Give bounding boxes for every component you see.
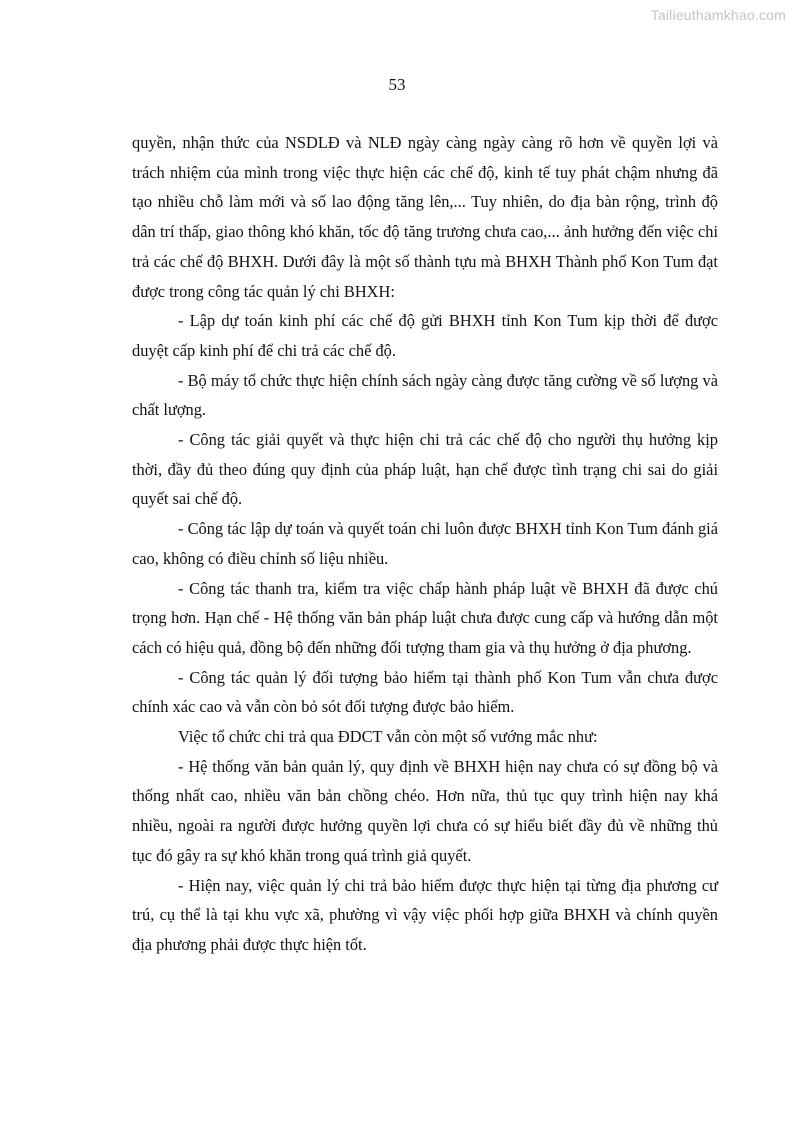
paragraph-obstacle-local-coordination: - Hiện nay, việc quản lý chi trả bảo hiểm được thực hiện tại từng địa phương cư trú, cụ thể là tại khu vực xã, phường vì vậy việc phối hợp giữa BHXH và chính quyền địa phương phải được thực hiện tốt. — [132, 875, 718, 954]
document-body — [132, 128, 718, 960]
paragraph-obstacles-intro: Việc tổ chức chi trả qua ĐDCT vẫn còn một số vướng mắc như: — [178, 727, 598, 747]
paragraph-management-limitation: - Công tác quản lý đối tượng bảo hiểm tại thành phố Kon Tum vẫn chưa được chính xác cao và vẫn còn bỏ sót đối tượng được bảo hiểm. — [132, 667, 718, 717]
paragraph-obstacle-documents: - Hệ thống văn bản quản lý, quy định về BHXH hiện nay chưa có sự đồng bộ và thống nhất cao, nhiều văn bản chồng chéo. Hơn nữa, thủ tục quy trình hiện nay khá nhiều, ngoài ra người được hưởng quyền lợi chưa có sự hiểu biết đầy đủ về những thủ tục đó gây ra sự khó khăn trong quá trình giả quyết. — [132, 756, 718, 865]
paragraph-achievement-payment: - Công tác giải quyết và thực hiện chi trả các chế độ cho người thụ hưởng kịp thời, đầy đủ theo đúng quy định của pháp luật, hạn chế được tình trạng chi sai do giải quyết sai chế độ. — [132, 430, 718, 509]
watermark-text: Tailieuthamkhao.com — [650, 7, 786, 23]
page-number: 53 — [388, 75, 406, 94]
paragraph-inspection-limitation: - Công tác thanh tra, kiểm tra việc chấp hành pháp luật về BHXH đã được chú trọng hơn. Hạn chế - Hệ thống văn bản pháp luật chưa được cung cấp và hướng dẫn một cách có hiệu quả, đồng bộ đến những đối tượng tham gia và thụ hưởng ở địa phương. — [132, 578, 718, 657]
paragraph-achievement-organization: - Bộ máy tổ chức thực hiện chính sách ngày càng được tăng cường về số lượng và chất lượng. — [132, 370, 718, 420]
paragraph-achievement-budget: - Lập dự toán kinh phí các chế độ gửi BHXH tỉnh Kon Tum kịp thời để được duyệt cấp kinh phí để chi trả các chế độ. — [132, 311, 718, 360]
paragraph-continuation: quyền, nhận thức của NSDLĐ và NLĐ ngày càng ngày càng rõ hơn về quyền lợi và trách nhiệm của mình trong việc thực hiện các chế độ, kinh tế tuy phát chậm nhưng đã tạo nhiều chỗ làm mới và số lao động tăng lên,... Tuy nhiên, do địa bàn rộng, trình độ dân trí thấp, giao thông khó khăn, tốc độ tăng trương chưa cao,... ảnh hưởng đến việc chi trả các chế độ BHXH. Dưới đây là một số thành tựu mà BHXH Thành phố Kon Tum đạt được trong công tác quản lý chi BHXH: — [132, 133, 718, 301]
paragraph-achievement-estimate: - Công tác lập dự toán và quyết toán chi luôn được BHXH tỉnh Kon Tum đánh giá cao, không có điều chỉnh số liệu nhiều. — [132, 519, 718, 568]
